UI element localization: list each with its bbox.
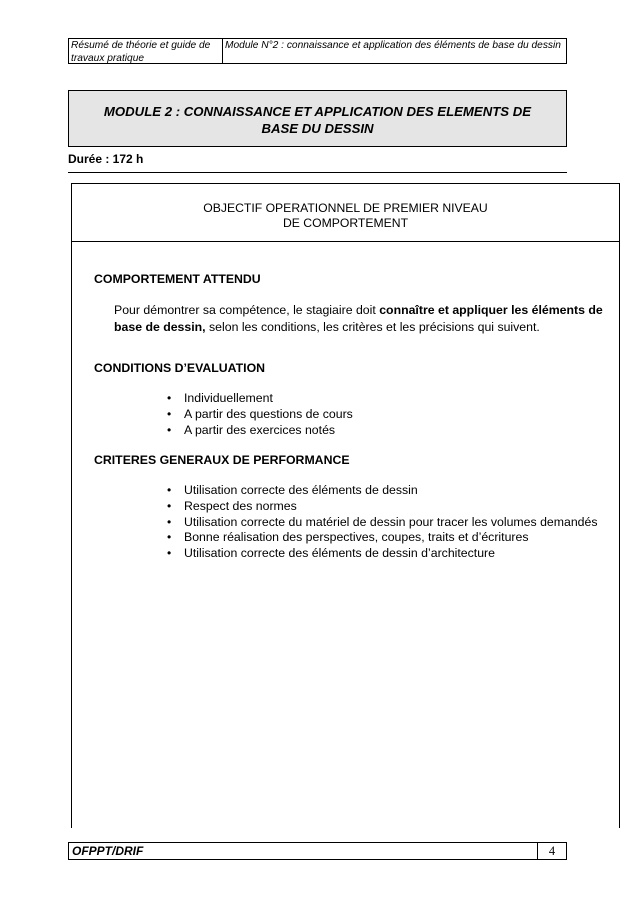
footer-org: OFPPT/DRIF [72,844,144,858]
list-item: • A partir des exercices notés [167,423,353,439]
comportement-text [114,302,619,335]
list-item: • Utilisation correcte des éléments de dessin [167,483,598,499]
objective-title-line2: DE COMPORTEMENT [282,216,409,230]
header-doc-type: Résumé de théorie et guide de travaux pratique [69,39,223,63]
header-module-name: Module N°2 : connaissance et application des éléments de base du dessin [225,40,561,51]
conditions-list [167,391,353,438]
module-title: MODULE 2 : CONNAISSANCE ET APPLICATION DES ELEMENTS DE BASE DU DESSIN [68,90,567,147]
objective-frame [71,183,620,828]
comportement-text-end: selon les conditions, les critères et les précisions qui suivent. [205,319,540,334]
list-item: • Bonne réalisation des perspectives, coupes, traits et d’écritures [167,530,598,546]
list-item: • Individuellement [167,391,353,407]
criteres-heading: CRITERES GENERAUX DE PERFORMANCE [94,453,350,467]
comportement-text-bold: connaître et appliquer les éléments de base de dessin, [114,303,603,334]
conditions-heading: CONDITIONS D’EVALUATION [94,361,266,375]
page-number: 4 [537,843,566,859]
comportement-text-start: Pour démontrer sa compétence, le stagiaire doit [114,303,380,317]
criteres-list [167,483,598,562]
footer [68,842,567,860]
list-item: • Utilisation correcte du matériel de dessin pour tracer les volumes demandés [167,515,598,531]
comportement-heading: COMPORTEMENT ATTENDU [94,272,261,286]
list-item: • A partir des questions de cours [167,407,353,423]
list-item: • Utilisation correcte des éléments de dessin d’architecture [167,546,598,562]
header-table [68,38,567,64]
objective-title [72,201,619,231]
divider [72,241,619,242]
list-item: • Respect des normes [167,499,598,515]
duration: Durée : 172 h [68,152,144,166]
objective-title-line1: OBJECTIF OPERATIONNEL DE PREMIER NIVEAU [203,201,488,215]
divider [68,172,567,173]
